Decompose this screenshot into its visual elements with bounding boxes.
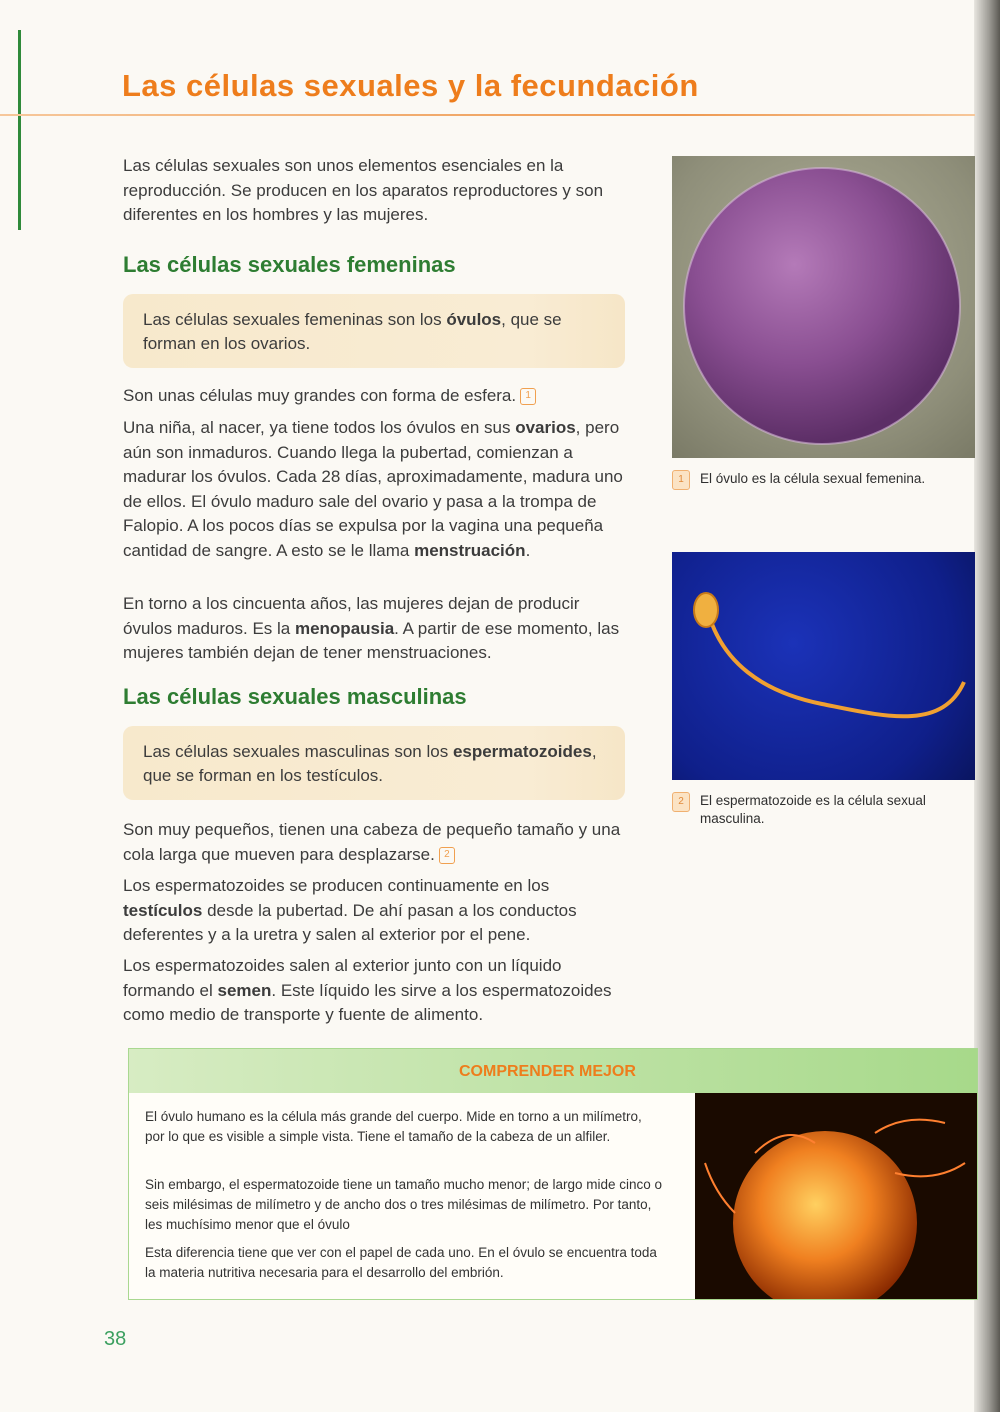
figure-ref-2[interactable]: 2 (439, 847, 455, 864)
figure-1-caption: 1 El óvulo es la célula sexual femenina. (672, 470, 972, 490)
female-paragraph-1: Son unas células muy grandes con forma de esfera. 1 (123, 384, 628, 409)
box-paragraph-2: Sin embargo, el espermatozoide tiene un tamaño mucho menor; de largo mide cinco o seis milésimas de milímetro y de ancho dos o tres milésimas de milímetro. Por tanto, les muchísimo menor que el óvulo (145, 1177, 663, 1232)
ovum-illustration (672, 156, 975, 458)
box-paragraph-1: El óvulo humano es la célula más grande del cuerpo. Mide en torno a un milímetro, por lo que es visible a simple vista. Tiene el tamaño de la cabeza de un alfiler. (145, 1109, 642, 1144)
intro-paragraph: Las células sexuales son unos elementos esenciales en la reproducción. Se producen en los aparatos reproductores y son diferentes en los hombres y las mujeres. (123, 156, 604, 224)
male-paragraph-3: Los espermatozoides salen al exterior junto con un líquido formando el semen. Este líquido les sirve a los espermatozoides como medio de transporte y fuente de alimento. (123, 956, 612, 1024)
figure-1-number: 1 (672, 470, 690, 490)
page-title: Las células sexuales y la fecundación (122, 68, 699, 103)
title-rule (0, 114, 975, 116)
female-heading: Las células sexuales femeninas (123, 252, 456, 277)
female-paragraph-3: En torno a los cincuenta años, las mujeres dejan de producir óvulos maduros. Es la menopausia. A partir de ese momento, las mujeres también dejan de tener menstruaciones. (123, 594, 620, 662)
fertilization-illustration (695, 1093, 977, 1299)
sperm-photo (672, 552, 975, 780)
female-paragraph-2: Una niña, al nacer, ya tiene todos los óvulos en sus ovarios, pero aún son inmaduros. Cuando llega la pubertad, comienzan a madurar los óvulos. Cada 28 días, aproximadamente, madura uno de ellos. El óvulo maduro sale del ovario y pasa a la trompa de Falopio. A los pocos días se expulsa por la vagina una pequeña cantidad de sangre. A esto se le llama menstruación. (123, 418, 623, 560)
ovum-photo (672, 156, 975, 458)
margin-bar (18, 30, 21, 230)
figure-ref-1[interactable]: 1 (520, 388, 536, 405)
male-paragraph-1: Son muy pequeños, tienen una cabeza de pequeño tamaño y una cola larga que mueven para desplazarse. 2 (123, 820, 621, 864)
page-number: 38 (104, 1328, 127, 1350)
female-callout: Las células sexuales femeninas son los óvulos, que se forman en los ovarios. (123, 294, 625, 368)
figure-2-number: 2 (672, 792, 690, 812)
box-paragraph-3: Esta diferencia tiene que ver con el papel de cada uno. En el óvulo se encuentra toda la materia nutritiva necesaria para el desarrollo del embrión. (145, 1245, 657, 1280)
male-callout: Las células sexuales masculinas son los espermatozoides, que se forman en los testículos. (123, 726, 625, 800)
male-paragraph-2: Los espermatozoides se producen continuamente en los testículos desde la pubertad. De ahí pasan a los conductos deferentes y a la uretra y salen al exterior por el pene. (123, 876, 577, 944)
comprender-mejor-box (128, 1048, 978, 1300)
box-title: COMPRENDER MEJOR (459, 1063, 636, 1080)
male-heading: Las células sexuales masculinas (123, 684, 467, 709)
sperm-illustration (672, 552, 975, 780)
box-header (129, 1049, 977, 1093)
figure-2-caption: 2 El espermatozoide es la célula sexual masculina. (672, 792, 972, 828)
fertilization-photo (695, 1093, 977, 1299)
